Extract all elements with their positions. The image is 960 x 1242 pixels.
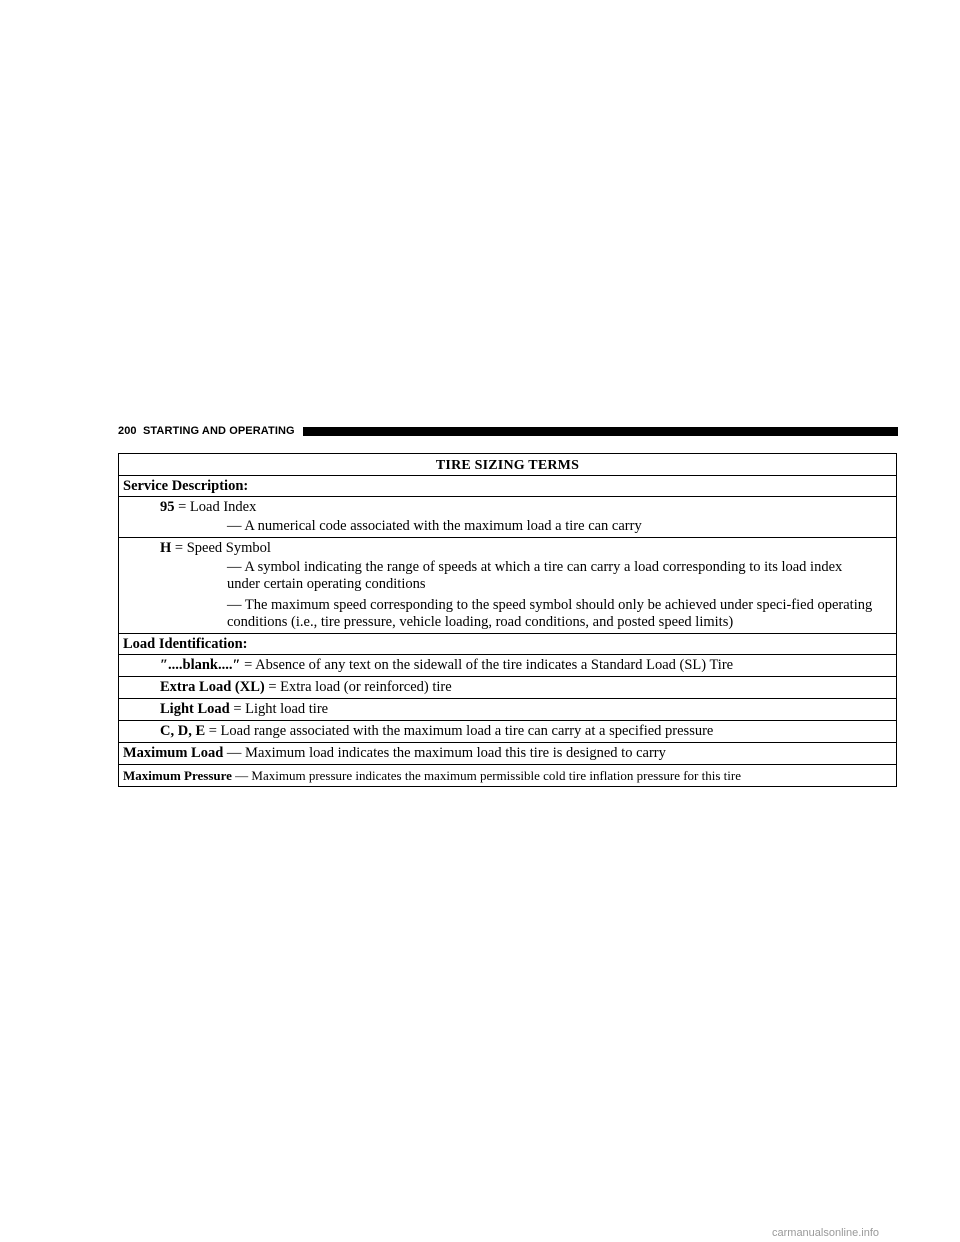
maximum-pressure-definition: — Maximum pressure indicates the maximum permissible cold tire inflation pressure for this tire bbox=[231, 768, 741, 783]
page-header-text bbox=[118, 425, 295, 437]
speed-symbol-entry bbox=[119, 537, 896, 633]
load-item-term: Extra Load (XL) bbox=[160, 679, 265, 695]
tire-sizing-terms-table bbox=[118, 453, 897, 787]
speed-symbol-note-2: — The maximum speed corresponding to the speed symbol should only be achieved under speci-fied operating conditions (i.e., tire pressure, vehicle loading, road conditions, and posted speed limits) bbox=[227, 597, 873, 630]
service-description-heading: Service Description: bbox=[119, 475, 896, 496]
speed-symbol-term: H bbox=[160, 540, 172, 556]
maximum-pressure-row bbox=[119, 764, 896, 786]
header-rule bbox=[303, 427, 898, 436]
load-item-definition: = Light load tire bbox=[229, 701, 329, 717]
load-identification-heading: Load Identification: bbox=[119, 633, 896, 654]
load-item-extra-load bbox=[119, 676, 896, 698]
load-item-load-range bbox=[119, 720, 896, 742]
maximum-pressure-term: Maximum Pressure bbox=[123, 768, 232, 783]
page-header bbox=[118, 424, 898, 438]
speed-symbol-definition: = Speed Symbol bbox=[171, 540, 271, 556]
load-item-light-load bbox=[119, 698, 896, 720]
load-item-definition: = Absence of any text on the sidewall of the tire indicates a Standard Load (SL) Tire bbox=[240, 657, 734, 673]
speed-symbol-line bbox=[160, 540, 892, 557]
section-title: STARTING AND OPERATING bbox=[142, 425, 295, 437]
load-item-definition: = Extra load (or reinforced) tire bbox=[264, 679, 452, 695]
load-index-term: 95 bbox=[160, 499, 175, 515]
load-index-entry bbox=[119, 496, 896, 537]
maximum-load-term: Maximum Load bbox=[123, 745, 224, 761]
load-item-term: Light Load bbox=[160, 701, 230, 717]
speed-symbol-note-1: — A symbol indicating the range of speeds at which a tire can carry a load corresponding to its load index under certain operating conditions bbox=[227, 559, 843, 592]
load-index-note: — A numerical code associated with the maximum load a tire can carry bbox=[227, 518, 642, 534]
load-item-term: C, D, E bbox=[160, 723, 206, 739]
maximum-load-row bbox=[119, 742, 896, 764]
page-number: 200 bbox=[118, 425, 137, 437]
maximum-load-definition: — Maximum load indicates the maximum load this tire is designed to carry bbox=[223, 745, 666, 761]
load-item-blank bbox=[119, 654, 896, 676]
load-item-term: ″....blank....″ bbox=[160, 657, 241, 673]
load-item-definition: = Load range associated with the maximum load a tire can carry at a specified pressure bbox=[205, 723, 714, 739]
load-index-definition: = Load Index bbox=[174, 499, 257, 515]
load-index-line bbox=[160, 499, 892, 516]
watermark-link[interactable]: carmanualsonline.info bbox=[772, 1227, 880, 1239]
table-title: TIRE SIZING TERMS bbox=[435, 458, 580, 473]
